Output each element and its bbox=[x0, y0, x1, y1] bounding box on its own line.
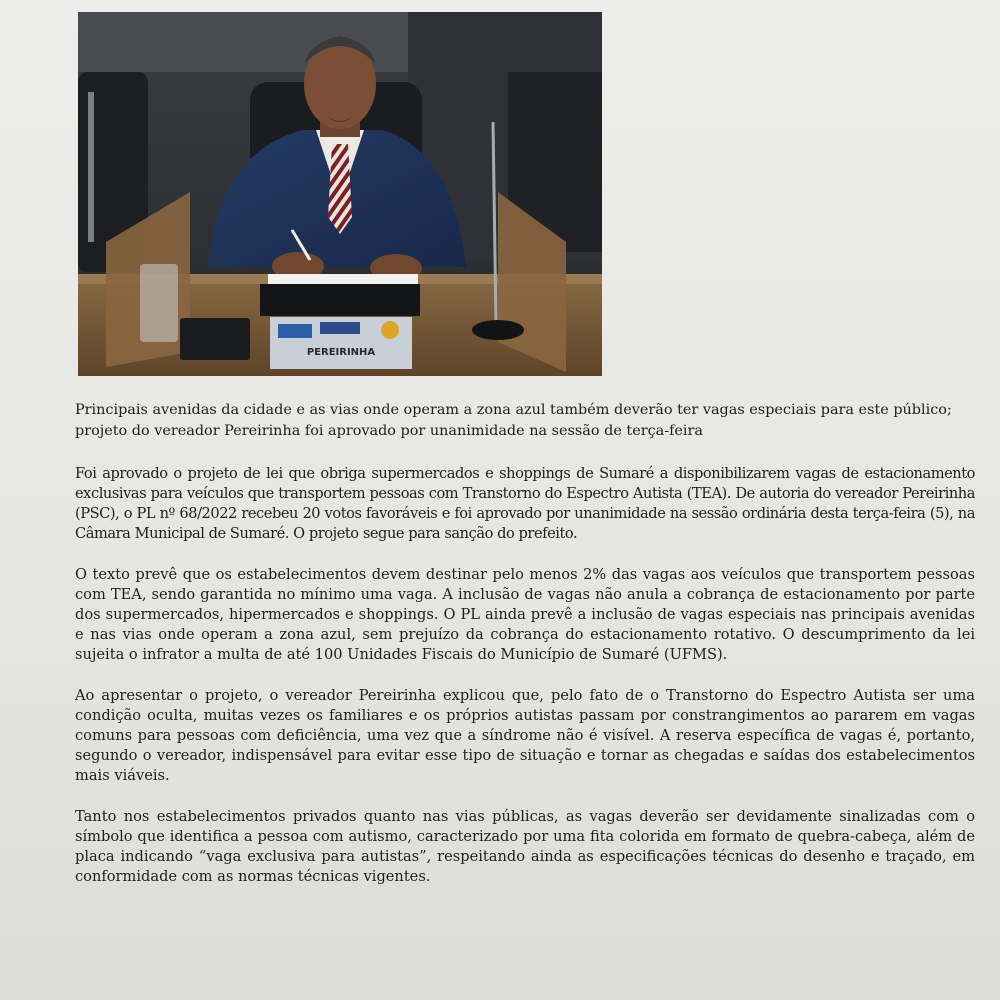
article-paragraph-4: Tanto nos estabelecimentos privados quanto nas vias públicas, as vagas deverão ser devidamente sinalizadas com o símbolo que identifica a pessoa com autismo, caracterizado por uma fita colorida em formato de quebra-cabeça, além de placa indicando “vaga exclusiva para autistas”, respeitando ainda as especificações técnicas do desenho e traçado, em conformidade com as normas técnicas vigentes. bbox=[75, 808, 975, 885]
article-body bbox=[75, 400, 975, 908]
article-paragraph-2: O texto prevê que os estabelecimentos devem destinar pelo menos 2% das vagas aos veículos que transportem pessoas com TEA, sendo garantida no mínimo uma vaga. A inclusão de vagas não anula a cobrança de estacionamento por parte dos supermercados, hipermercados e shoppings. O PL ainda prevê a inclusão de vagas especiais nas principais avenidas e nas vias onde operam a zona azul, sem prejuízo da cobrança do estacionamento rotativo. O descumprimento da lei sujeita o infrator a multa de até 100 Unidades Fiscais do Município de Sumaré (UFMS). bbox=[75, 566, 975, 663]
article-paragraph-3: Ao apresentar o projeto, o vereador Pereirinha explicou que, pelo fato de o Transtorno do Espectro Autista ser uma condição oculta, muitas vezes os familiares e os próprios autistas passam por constrangimentos ao pararem em vagas comuns para pessoas com deficiência, uma vez que a síndrome não é visível. A reserva específica de vagas é, portanto, segundo o vereador, indispensável para evitar esse tipo de situação e tornar as chegadas e saídas dos estabelecimentos mais viáveis. bbox=[75, 687, 975, 784]
nameplate-label: PEREIRINHA bbox=[306, 347, 376, 358]
article-lead: Principais avenidas da cidade e as vias onde operam a zona azul também deverão ter vagas especiais para este público; projeto do vereador Pereirinha foi aprovado por unanimidade na sessão de terça-feira bbox=[75, 402, 952, 439]
photo-illustration bbox=[78, 12, 602, 376]
councilman-photo bbox=[78, 12, 602, 376]
article-paragraph-1: Foi aprovado o projeto de lei que obriga supermercados e shoppings de Sumaré a disponibilizarem vagas de estacionamento exclusivas para veículos que transportem pessoas com Transtorno do Espectro Autista (TEA). De autoria do vereador Pereirinha (PSC), o PL nº 68/2022 recebeu 20 votos favoráveis e foi aprovado por unanimidade na sessão ordinária desta terça-feira (5), na Câmara Municipal de Sumaré. O projeto segue para sanção do prefeito. bbox=[75, 465, 975, 542]
